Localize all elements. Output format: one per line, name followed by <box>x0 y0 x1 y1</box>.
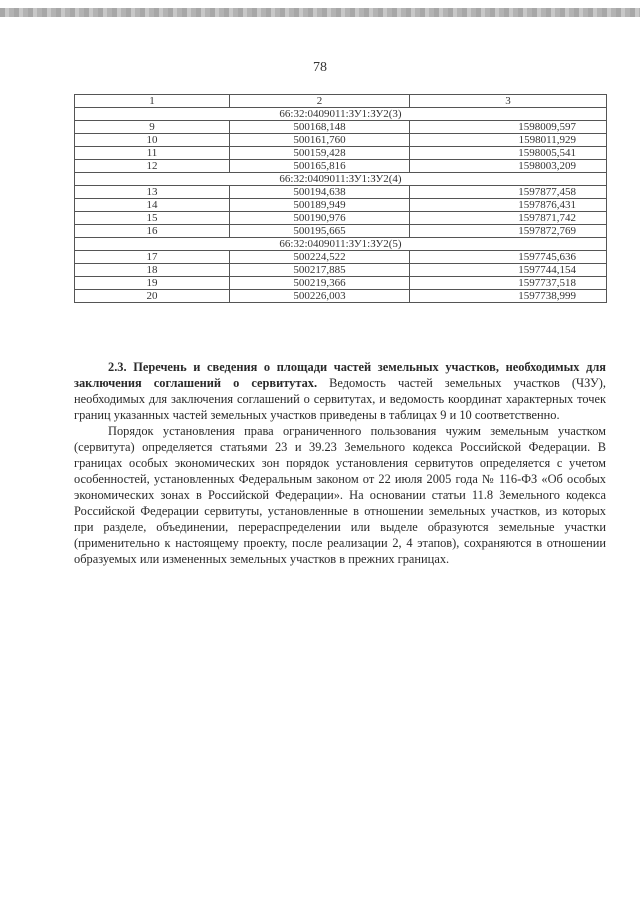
x-coordinate: 500194,638 <box>230 186 410 199</box>
point-number: 12 <box>75 160 230 173</box>
y-coordinate: 1597737,518 <box>410 277 607 290</box>
point-number: 19 <box>75 277 230 290</box>
paragraph-servitudes <box>74 359 606 423</box>
point-number: 17 <box>75 251 230 264</box>
x-coordinate: 500165,816 <box>230 160 410 173</box>
coordinates-table <box>74 94 607 303</box>
y-coordinate: 1597744,154 <box>410 264 607 277</box>
point-number: 20 <box>75 290 230 303</box>
y-coordinate: 1597738,999 <box>410 290 607 303</box>
x-coordinate: 500219,366 <box>230 277 410 290</box>
x-coordinate: 500161,760 <box>230 134 410 147</box>
table-row <box>75 251 607 264</box>
y-coordinate: 1597877,458 <box>410 186 607 199</box>
x-coordinate: 500168,148 <box>230 121 410 134</box>
table-group-row <box>75 173 607 186</box>
table-row <box>75 121 607 134</box>
paragraph-servitudes-text: Ведомость частей земельных участков (ЧЗУ), необходимых для заключения соглашений о сервитутах, и ведомость координат характерных точек границ указанных частей земельных участков приведены в таблицах 9 и 10 соответственно. <box>74 376 607 422</box>
group-title: 66:32:0409011:ЗУ1:ЗУ2(3) <box>75 108 607 121</box>
table-group-row <box>75 238 607 251</box>
x-coordinate: 500195,665 <box>230 225 410 238</box>
y-coordinate: 1598009,597 <box>410 121 607 134</box>
table-row <box>75 186 607 199</box>
point-number: 15 <box>75 212 230 225</box>
point-number: 16 <box>75 225 230 238</box>
point-number: 9 <box>75 121 230 134</box>
point-number: 13 <box>75 186 230 199</box>
y-coordinate: 1598003,209 <box>410 160 607 173</box>
x-coordinate: 500217,885 <box>230 264 410 277</box>
table-row <box>75 225 607 238</box>
point-number: 14 <box>75 199 230 212</box>
group-title: 66:32:0409011:ЗУ1:ЗУ2(5) <box>75 238 607 251</box>
table-row <box>75 290 607 303</box>
table-row <box>75 147 607 160</box>
table-row <box>75 264 607 277</box>
x-coordinate: 500189,949 <box>230 199 410 212</box>
table-row <box>75 277 607 290</box>
table-row <box>75 212 607 225</box>
table-group-row <box>75 108 607 121</box>
table-row <box>75 199 607 212</box>
y-coordinate: 1597745,636 <box>410 251 607 264</box>
coordinates-table-body <box>75 95 607 303</box>
x-coordinate: 500226,003 <box>230 290 410 303</box>
table-header-row <box>75 95 607 108</box>
y-coordinate: 1598005,541 <box>410 147 607 160</box>
page-number: 78 <box>313 60 327 75</box>
x-coordinate: 500190,976 <box>230 212 410 225</box>
y-coordinate: 1597872,769 <box>410 225 607 238</box>
group-title: 66:32:0409011:ЗУ1:ЗУ2(4) <box>75 173 607 186</box>
column-header: 1 <box>75 95 230 108</box>
point-number: 11 <box>75 147 230 160</box>
table-row <box>75 160 607 173</box>
point-number: 10 <box>75 134 230 147</box>
table-row <box>75 134 607 147</box>
point-number: 18 <box>75 264 230 277</box>
y-coordinate: 1598011,929 <box>410 134 607 147</box>
x-coordinate: 500224,522 <box>230 251 410 264</box>
body-text <box>74 359 606 567</box>
scan-edge-strip <box>0 8 640 17</box>
x-coordinate: 500159,428 <box>230 147 410 160</box>
section-heading: 2.3. Перечень и сведения о площади частей земельных участков, необходимых для заключения соглашений о сервитутах. <box>74 360 606 390</box>
paragraph-servitude-procedure: Порядок установления права ограниченного пользования чужим земельным участком (сервитута) определяется статьями 23 и 39.23 Земельного кодекса Российской Федерации. В границах особых экономических зон порядок установления сервитутов определяется с учетом особенностей, установленных Федеральным законом от 22 июля 2005 года № 116-ФЗ «Об особых экономических зонах в Российской Федерации». На основании статьи 11.8 Земельного кодекса Российской Федерации сервитуты, установленные в отношении земельных участков, из которых при разделе, объединении, перераспределении или выделе образуются земельные участки (применительно к настоящему проекту, после реализации 2, 4 этапов), сохраняются в отношении образуемых или измененных земельных участков в прежних границах. <box>74 424 606 566</box>
column-header: 3 <box>410 95 607 108</box>
y-coordinate: 1597871,742 <box>410 212 607 225</box>
column-header: 2 <box>230 95 410 108</box>
y-coordinate: 1597876,431 <box>410 199 607 212</box>
